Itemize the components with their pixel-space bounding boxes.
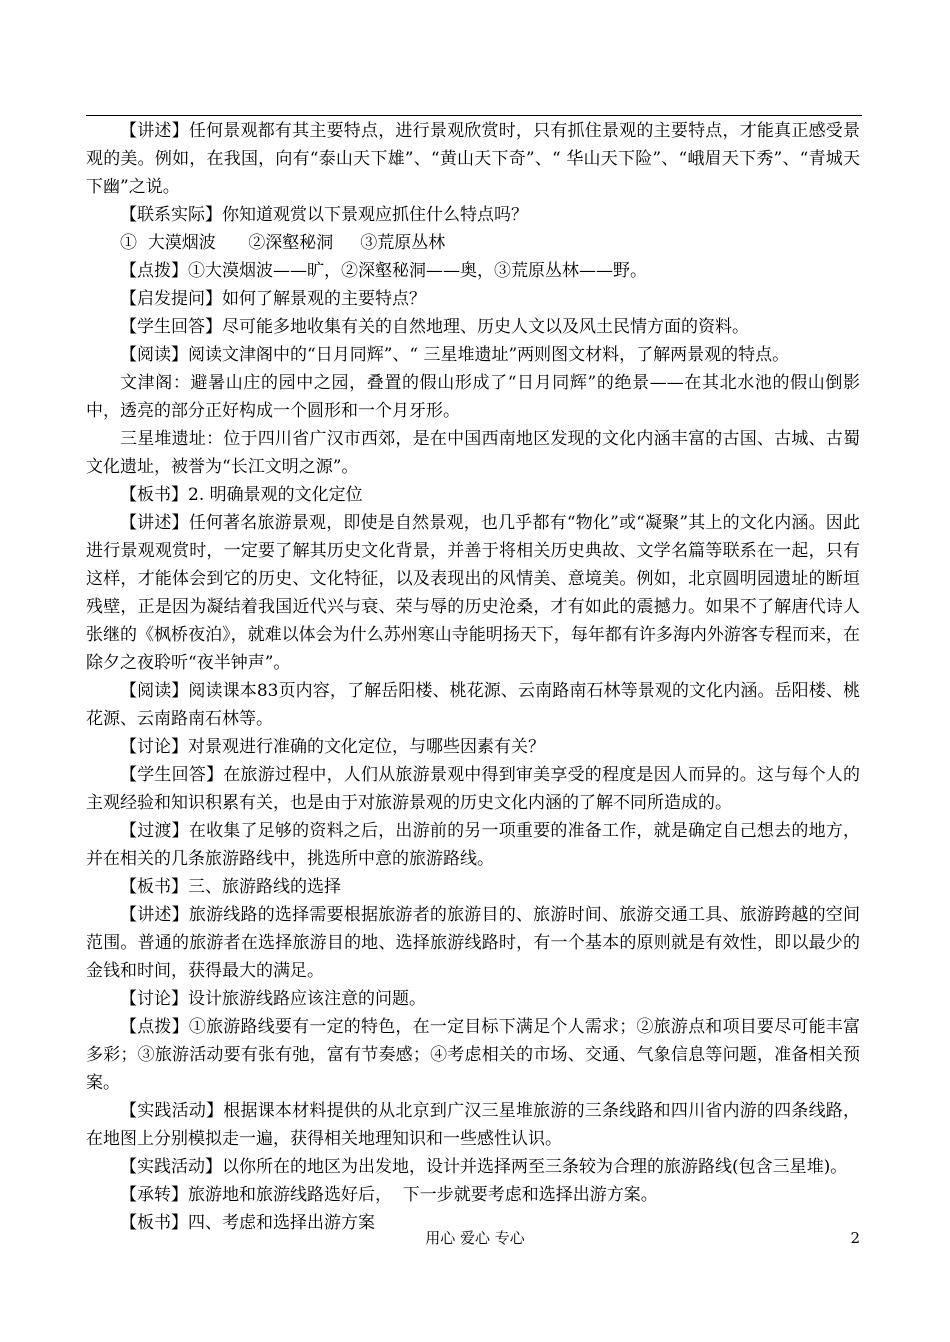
paragraph: 【承转】旅游地和旅游线路选好后， 下一步就要考虑和选择出游方案。 (120, 1185, 658, 1205)
paragraph: ① 大漠烟波 ②深壑秘洞 ③荒原丛林 (120, 233, 446, 253)
paragraph: 【讲述】旅游线路的选择需要根据旅游者的旅游目的、旅游时间、旅游交通工具、旅游跨越的空间范围。普通的旅游者在选择旅游目的地、选择旅游线路时，有一个基本的原则就是有效性，即以最少的金钱和时间，获得最大的满足。 (86, 905, 860, 981)
paragraph: 【阅读】阅读课本83页内容，了解岳阳楼、桃花源、云南路南石林等景观的文化内涵。岳阳楼、桃花源、云南路南石林等。 (86, 681, 860, 729)
paragraph: 【实践活动】根据课本材料提供的从北京到广汉三星堆旅游的三条线路和四川省内游的四条线路，在地图上分别模拟走一遍，获得相关地理知识和一些感性认识。 (86, 1101, 860, 1149)
page-footer (0, 1226, 950, 1250)
paragraph: 【讲述】任何著名旅游景观，即使是自然景观，也几乎都有“物化”或“凝聚”其上的文化内涵。因此进行景观观赏时，一定要了解其历史文化背景，并善于将相关历史典故、文学名篇等联系在一起，只有这样，才能体会到它的历史、文化特征，以及表现出的风情美、意境美。例如，北京圆明园遗址的断垣残壁，正是因为凝结着我国近代兴与衰、荣与辱的历史沧桑，才有如此的震撼力。如果不了解唐代诗人张继的《枫桥夜泊》，就难以体会为什么苏州寒山寺能明扬天下，每年都有许多海内外游客专程而来，在除夕之夜聆听“夜半钟声”。 (86, 513, 860, 673)
paragraph: 【启发提问】如何了解景观的主要特点？ (120, 289, 426, 309)
paragraph: 【板书】2. 明确景观的文化定位 (120, 485, 363, 505)
paragraph: 【过渡】在收集了足够的资料之后，出游前的另一项重要的准备工作，就是确定自己想去的地方，并在相关的几条旅游路线中，挑选所中意的旅游路线。 (86, 821, 860, 869)
paragraph: 【点拨】①旅游路线要有一定的特色，在一定目标下满足个人需求；②旅游点和项目要尽可能丰富多彩；③旅游活动要有张有弛，富有节奏感；④考虑相关的市场、交通、气象信息等问题，准备相关预案。 (86, 1017, 860, 1093)
header-rule (86, 115, 862, 116)
footer-slogan: 用心 爱心 专心 (425, 1229, 525, 1247)
paragraph: 三星堆遗址：位于四川省广汉市西郊，是在中国西南地区发现的文化内涵丰富的古国、古城、古蜀文化遗址，被誉为“长江文明之源”。 (86, 429, 860, 477)
paragraph: 文津阁：避暑山庄的园中之园，叠置的假山形成了“日月同辉”的绝景——在其北水池的假山倒影中，透亮的部分正好构成一个圆形和一个月牙形。 (86, 373, 860, 421)
paragraph: 【讲述】任何景观都有其主要特点，进行景观欣赏时，只有抓住景观的主要特点，才能真正感受景观的美。例如，在我国，向有“泰山天下雄”、“黄山天下奇”、“ 华山天下险”、“峨眉天下秀”、“青城天下幽”之说。 (86, 121, 860, 197)
paragraph: 【讨论】设计旅游线路应该注意的问题。 (120, 989, 426, 1009)
paragraph: 【讨论】对景观进行准确的文化定位，与哪些因素有关？ (120, 737, 545, 757)
paragraph: 【学生回答】尽可能多地收集有关的自然地理、历史人文以及风土民情方面的资料。 (120, 317, 749, 337)
paragraph: 【板书】四、考虑和选择出游方案 (120, 1213, 375, 1233)
paragraph: 【阅读】阅读文津阁中的“日月同辉”、“ 三星堆遗址”两则图文材料，了解两景观的特点。 (120, 345, 790, 365)
paragraph: 【实践活动】以你所在的地区为出发地，设计并选择两至三条较为合理的旅游路线(包含三星堆)。 (120, 1157, 848, 1177)
page-number: 2 (850, 1229, 860, 1247)
document-body (86, 117, 860, 1237)
paragraph: 【板书】三、旅游路线的选择 (120, 877, 341, 897)
paragraph: 【联系实际】你知道观赏以下景观应抓住什么特点吗？ (120, 205, 528, 225)
paragraph: 【学生回答】在旅游过程中，人们从旅游景观中得到审美享受的程度是因人而异的。这与每个人的主观经验和知识积累有关，也是由于对旅游景观的历史文化内涵的了解不同所造成的。 (86, 765, 860, 813)
paragraph: 【点拨】①大漠烟波——旷，②深壑秘洞——奥，③荒原丛林——野。 (120, 261, 647, 281)
